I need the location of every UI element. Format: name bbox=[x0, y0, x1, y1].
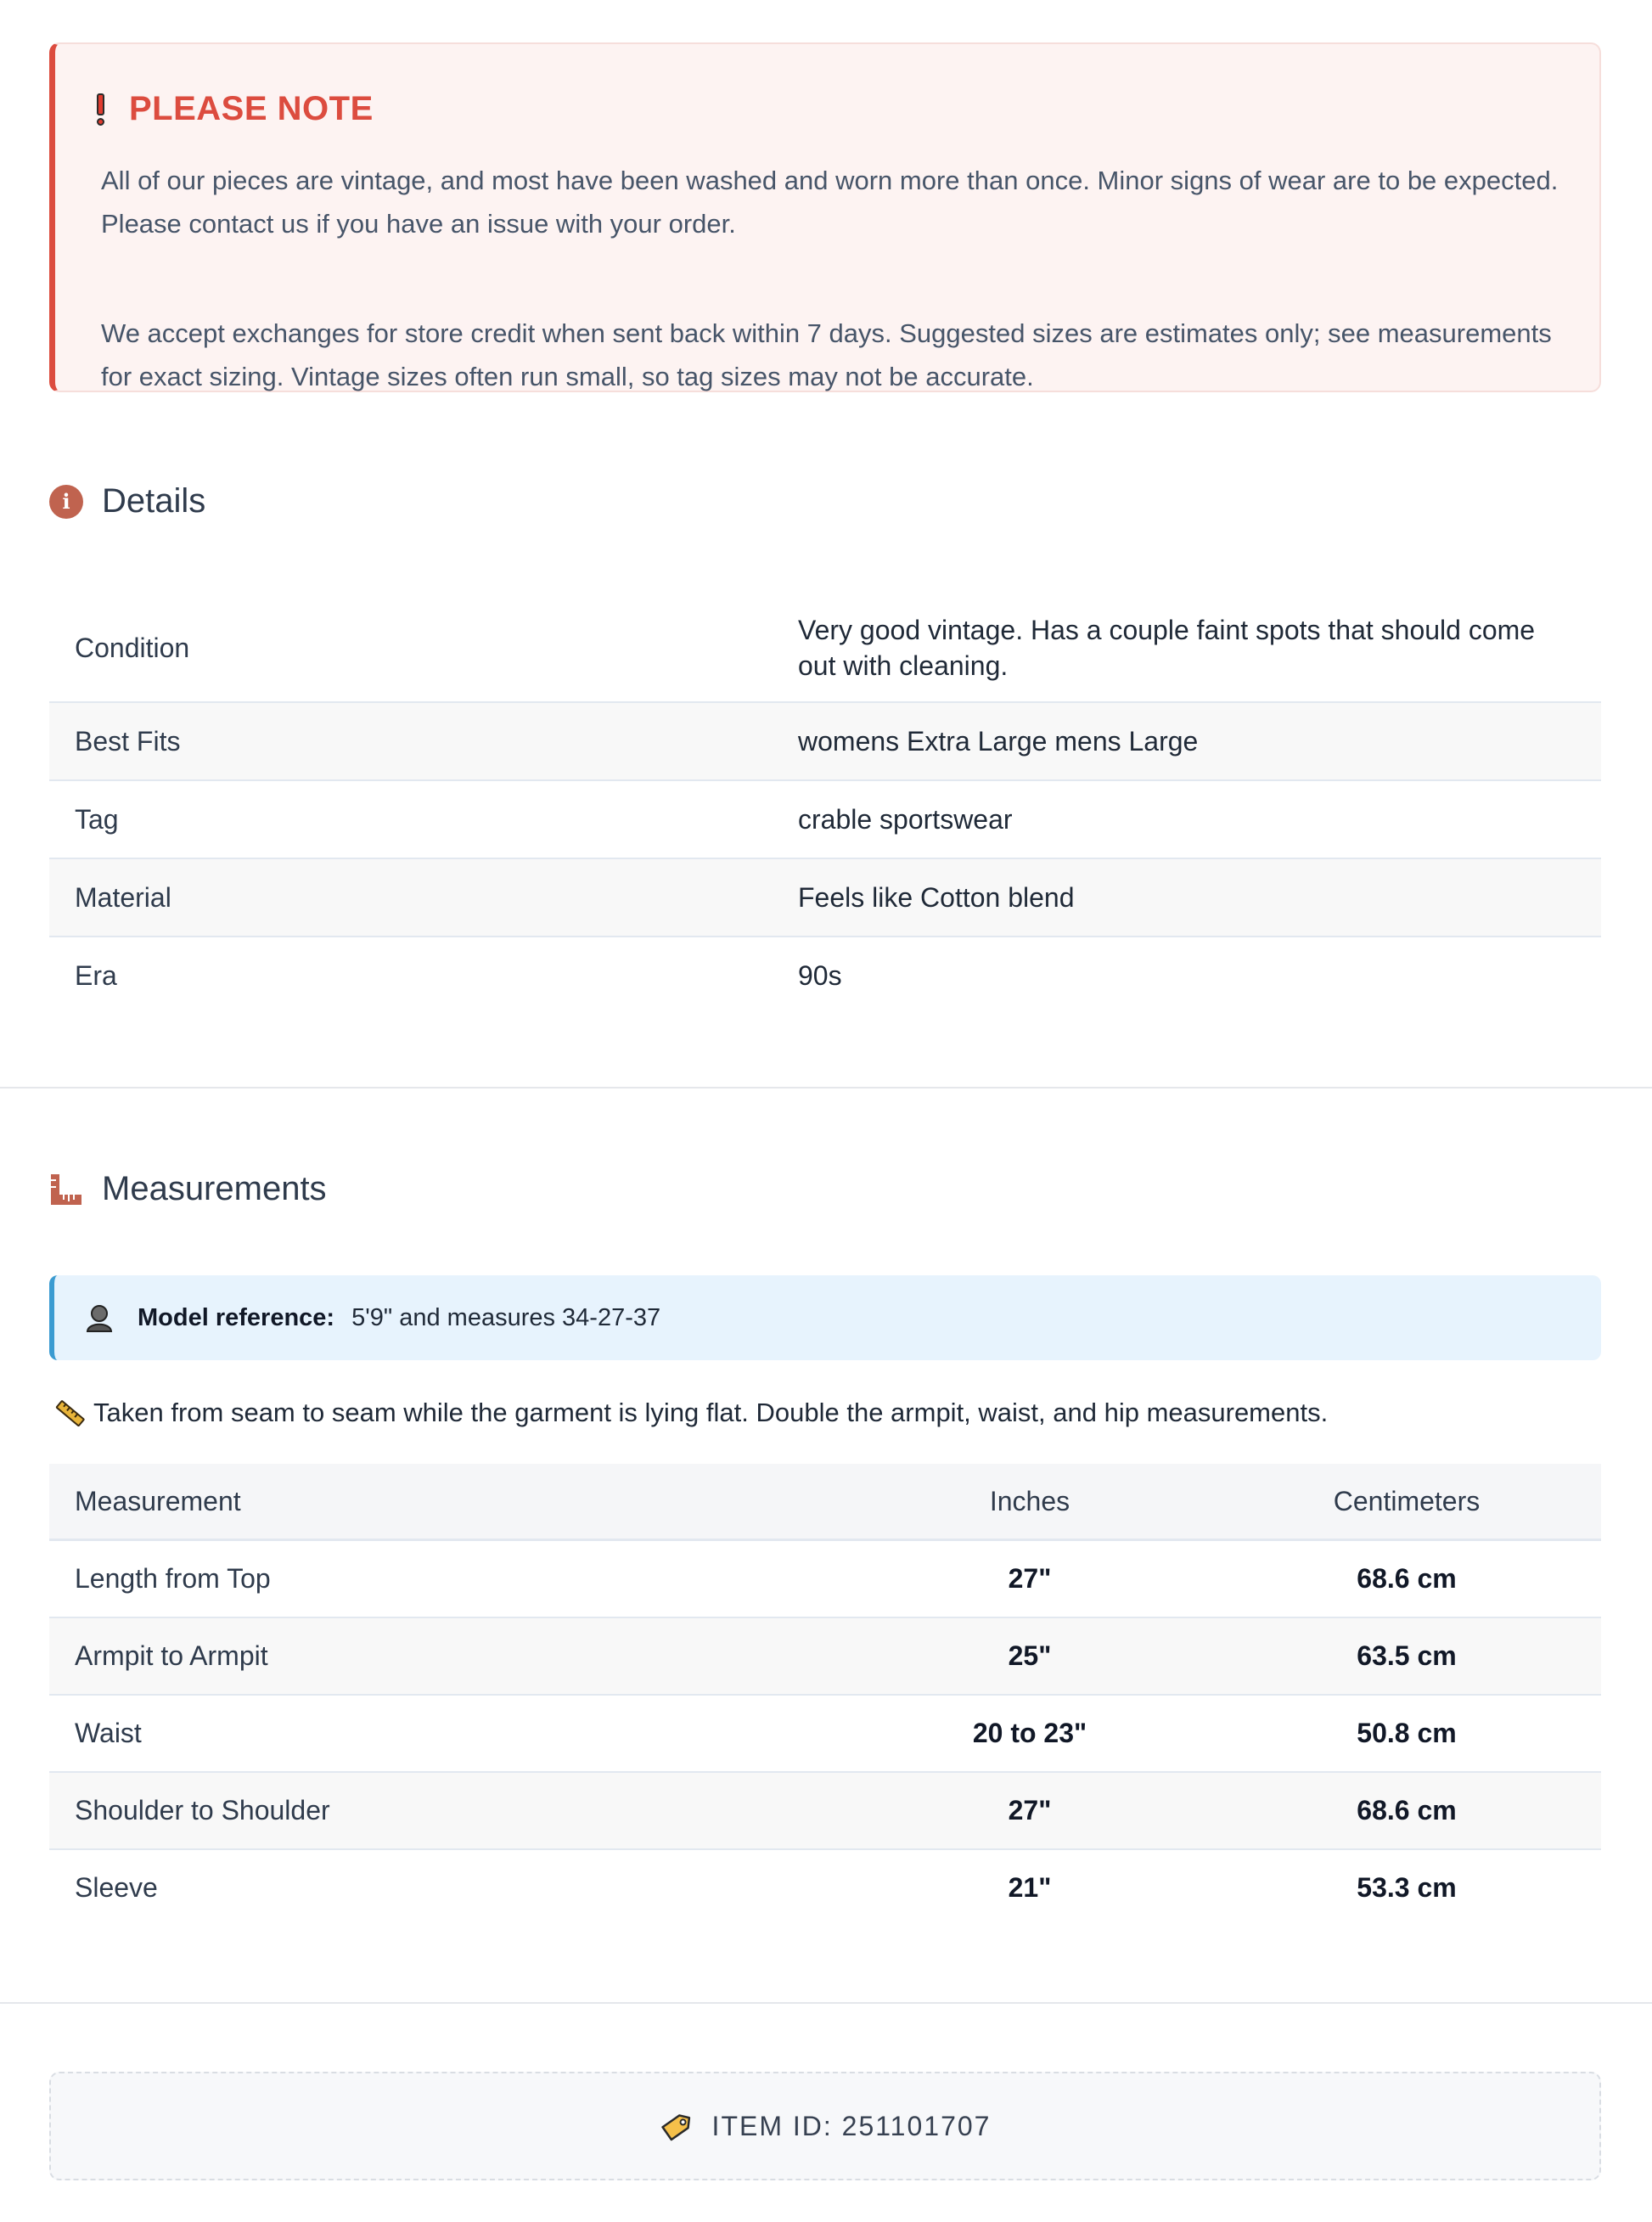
ruler-icon bbox=[49, 1173, 83, 1207]
info-icon: i bbox=[49, 485, 83, 519]
detail-value: 90s bbox=[798, 960, 842, 991]
table-row bbox=[49, 937, 1601, 1015]
table-row bbox=[49, 1540, 1601, 1618]
table-row bbox=[49, 1617, 1601, 1695]
detail-value: crable sportswear bbox=[773, 780, 1601, 858]
measurement-cm: 68.6 cm bbox=[1212, 1540, 1601, 1618]
please-note-box bbox=[49, 42, 1601, 392]
measurement-name: Waist bbox=[49, 1695, 847, 1772]
detail-label: Material bbox=[49, 858, 773, 937]
exclamation-icon bbox=[95, 93, 105, 126]
measurement-name: Armpit to Armpit bbox=[49, 1617, 847, 1695]
header-inches: Inches bbox=[847, 1464, 1212, 1540]
tip-text: Taken from seam to seam while the garment is lying flat. Double the armpit, waist, and hip measurements. bbox=[93, 1398, 1329, 1427]
model-reference-label: Model reference: bbox=[138, 1303, 335, 1331]
detail-label: Best Fits bbox=[49, 702, 773, 780]
table-row bbox=[49, 594, 1601, 702]
ruler-pencil-icon bbox=[53, 1396, 87, 1430]
note-paragraph-2: We accept exchanges for store credit when sent back within 7 days. Suggested sizes are estimates only; see measurements for exact sizing. Vintage sizes often run small, so tag sizes may not be accurate. bbox=[101, 318, 1552, 391]
measurement-inches: 20 to 23" bbox=[847, 1695, 1212, 1772]
model-reference-value: 5'9" and measures 34-27-37 bbox=[351, 1303, 661, 1331]
item-id-text: ITEM ID: 251101707 bbox=[711, 2110, 992, 2141]
measurement-inches: 27" bbox=[847, 1772, 1212, 1849]
detail-value: womens Extra Large mens Large bbox=[773, 702, 1601, 780]
person-icon bbox=[85, 1303, 114, 1332]
details-heading bbox=[49, 482, 205, 520]
model-reference-box bbox=[49, 1275, 1601, 1360]
section-divider bbox=[0, 1087, 1652, 1088]
measurements-table bbox=[49, 1464, 1601, 1926]
item-id-box bbox=[49, 2072, 1601, 2180]
details-table bbox=[49, 594, 1601, 1015]
measurement-inches: 27" bbox=[847, 1540, 1212, 1618]
table-row bbox=[49, 702, 1601, 780]
measurements-heading bbox=[49, 1170, 327, 1208]
detail-value: Very good vintage. Has a couple faint spots that should come out with cleaning. bbox=[773, 594, 1601, 702]
table-row bbox=[49, 858, 1601, 937]
measurement-name: Length from Top bbox=[49, 1540, 847, 1618]
table-row bbox=[49, 1695, 1601, 1772]
table-row bbox=[49, 1772, 1601, 1849]
measurement-inches: 25" bbox=[847, 1617, 1212, 1695]
note-header bbox=[95, 90, 374, 128]
detail-label: Tag bbox=[49, 780, 773, 858]
section-divider bbox=[0, 2002, 1652, 2004]
measurement-inches: 21" bbox=[1008, 1872, 1052, 1903]
detail-label: Era bbox=[75, 960, 117, 991]
detail-value: Feels like Cotton blend bbox=[773, 858, 1601, 937]
table-row bbox=[49, 1849, 1601, 1926]
tag-icon bbox=[660, 2108, 695, 2144]
measurement-cm: 63.5 cm bbox=[1212, 1617, 1601, 1695]
header-centimeters: Centimeters bbox=[1212, 1464, 1601, 1540]
note-title: PLEASE NOTE bbox=[129, 90, 374, 127]
measurement-cm: 53.3 cm bbox=[1357, 1872, 1457, 1903]
detail-label: Condition bbox=[49, 594, 773, 702]
measurement-cm: 50.8 cm bbox=[1212, 1695, 1601, 1772]
measurement-cm: 68.6 cm bbox=[1212, 1772, 1601, 1849]
details-title: Details bbox=[102, 482, 206, 520]
measurement-name: Sleeve bbox=[75, 1872, 158, 1903]
measurement-tip bbox=[53, 1396, 1328, 1430]
table-row bbox=[49, 780, 1601, 858]
measurements-title: Measurements bbox=[102, 1170, 327, 1207]
header-measurement: Measurement bbox=[49, 1464, 847, 1540]
note-paragraph-1: All of our pieces are vintage, and most have been washed and worn more than once. Minor signs of wear are to be expected. Please contact us if you have an issue with your order. bbox=[101, 166, 1559, 239]
measurement-name: Shoulder to Shoulder bbox=[49, 1772, 847, 1849]
table-header-row bbox=[49, 1464, 1601, 1540]
